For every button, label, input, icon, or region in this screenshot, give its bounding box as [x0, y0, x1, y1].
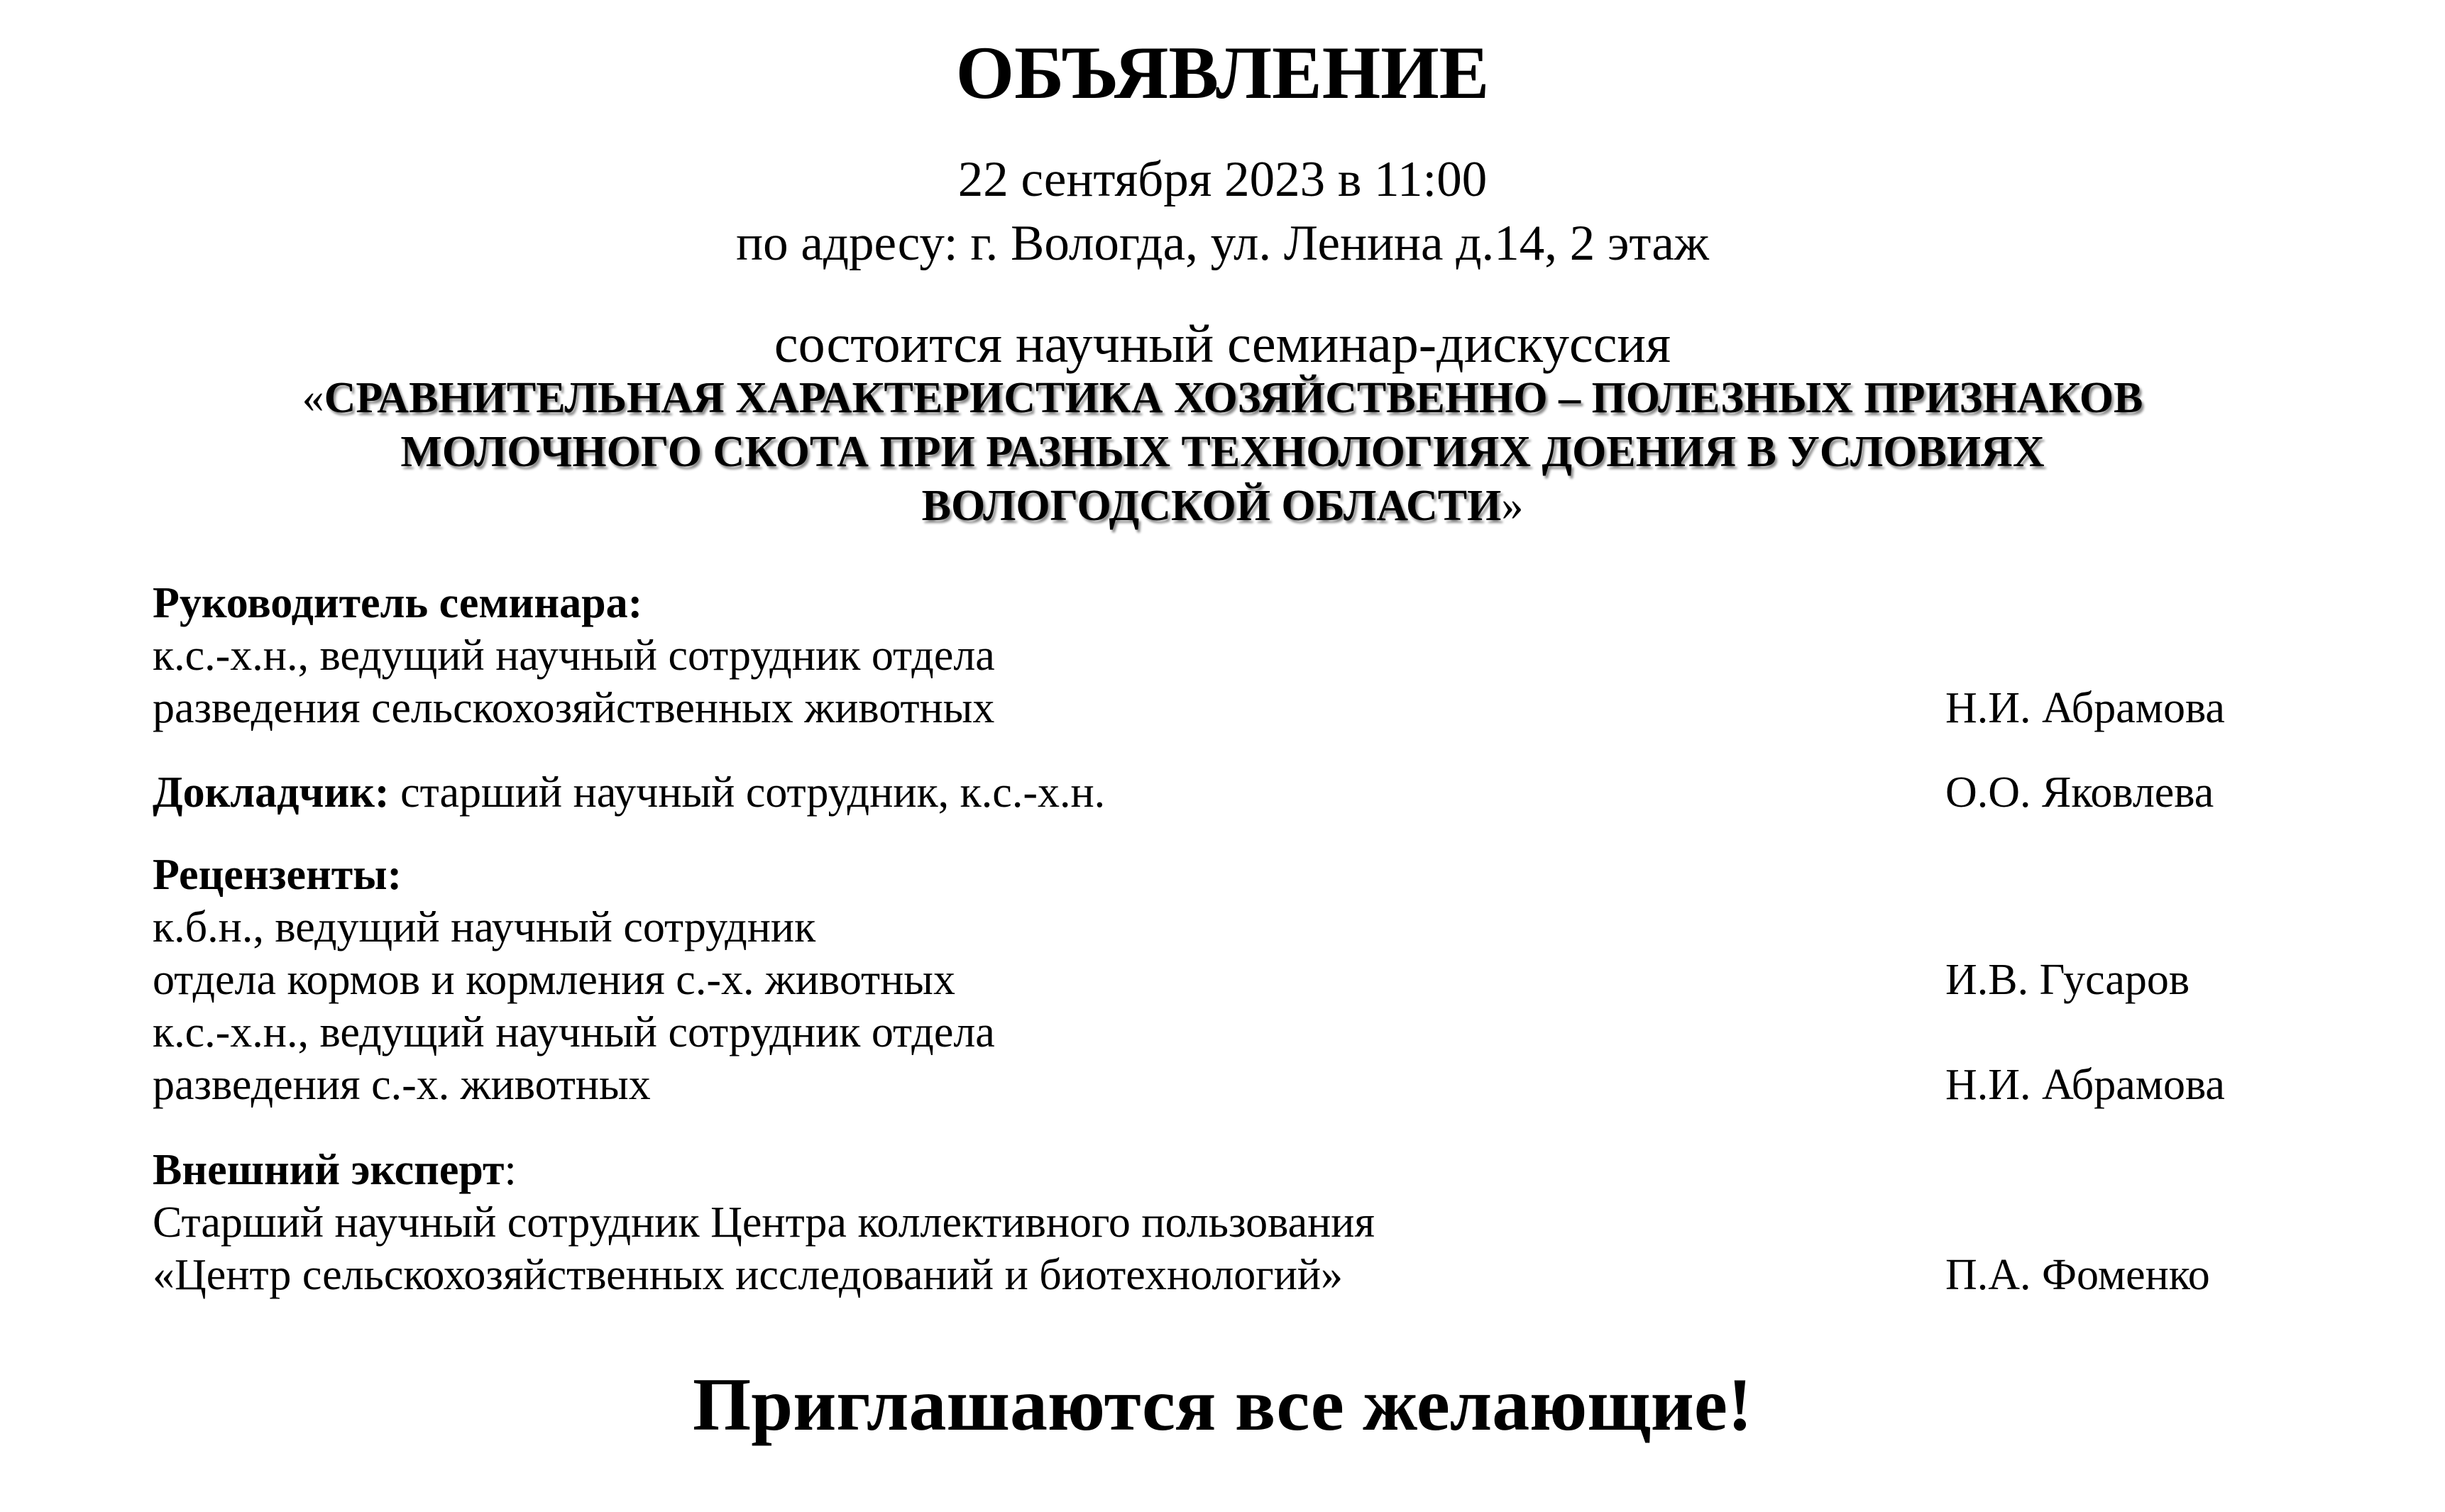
- reviewer-1-name: И.В. Гусаров: [1945, 956, 2190, 1004]
- external-expert-name: П.А. Фоменко: [1945, 1251, 2210, 1299]
- topic-line-3: [0, 479, 2445, 533]
- topic-line-1: [0, 371, 2445, 425]
- reviewer-1-position-line-1: к.б.н., ведущий научный сотрудник: [153, 903, 816, 951]
- reviewer-2-position-line-1: к.с.-х.н., ведущий научный сотрудник отдела: [153, 1008, 995, 1056]
- external-expert-heading: Внешний эксперт: [153, 1146, 505, 1194]
- external-expert-heading-row: [153, 1144, 2264, 1196]
- speaker-name: О.О. Яковлева: [1945, 768, 2214, 817]
- external-expert-colon: :: [504, 1146, 517, 1194]
- external-expert-position-line-1: Старший научный сотрудник Центра коллективного пользования: [153, 1198, 1375, 1247]
- seminar-topic: [0, 371, 2445, 533]
- external-expert-position-line-2: [153, 1249, 2264, 1301]
- reviewer-2-name: Н.И. Абрамова: [1945, 1061, 2225, 1109]
- reviewer-1-position-line-2-text: отдела кормов и кормления с.-х. животных: [153, 956, 955, 1004]
- page-title: ОБЪЯВЛЕНИЕ: [955, 31, 1490, 114]
- speaker-row: [153, 766, 2264, 819]
- reviewers-heading: Рецензенты:: [153, 851, 402, 899]
- supervisor-name: Н.И. Абрамова: [1945, 684, 2225, 732]
- reviewer-2-position-line-2: [153, 1059, 2264, 1111]
- topic-open-quote: «: [302, 374, 324, 422]
- speaker-description: старший научный сотрудник, к.с.-х.н.: [389, 768, 1106, 817]
- event-address: по адресу: г. Вологда, ул. Ленина д.14, 2 этаж: [736, 216, 1709, 271]
- reviewer-1-position-line-2: [153, 954, 2264, 1006]
- supervisor-position-line-1: к.с.-х.н., ведущий научный сотрудник отдела: [153, 631, 995, 680]
- supervisor-heading: Руководитель семинара:: [153, 579, 643, 627]
- invitation-text: Приглашаются все желающие!: [692, 1363, 1753, 1446]
- speaker-heading: Докладчик:: [153, 768, 390, 817]
- topic-line-1-text: СРАВНИТЕЛЬНАЯ ХАРАКТЕРИСТИКА ХОЗЯЙСТВЕННО – ПОЛЕЗНЫХ ПРИЗНАКОВ: [324, 374, 2143, 422]
- topic-line-2: МОЛОЧНОГО СКОТА ПРИ РАЗНЫХ ТЕХНОЛОГИЯХ ДОЕНИЯ В УСЛОВИЯХ: [400, 428, 2045, 476]
- event-intro: состоится научный семинар-дискуссия: [774, 314, 1671, 374]
- external-expert-position-line-2-text: «Центр сельскохозяйственных исследований и биотехнологий»: [153, 1251, 1344, 1299]
- supervisor-position-line-2-text: разведения сельскохозяйственных животных: [153, 684, 995, 732]
- topic-line-3-text: ВОЛОГОДСКОЙ ОБЛАСТИ: [921, 482, 1502, 530]
- topic-close-quote: »: [1501, 482, 1524, 530]
- event-datetime: 22 сентября 2023 в 11:00: [957, 152, 1488, 207]
- reviewer-2-position-line-2-text: разведения с.-х. животных: [153, 1061, 651, 1109]
- supervisor-position-line-2: [153, 682, 2264, 734]
